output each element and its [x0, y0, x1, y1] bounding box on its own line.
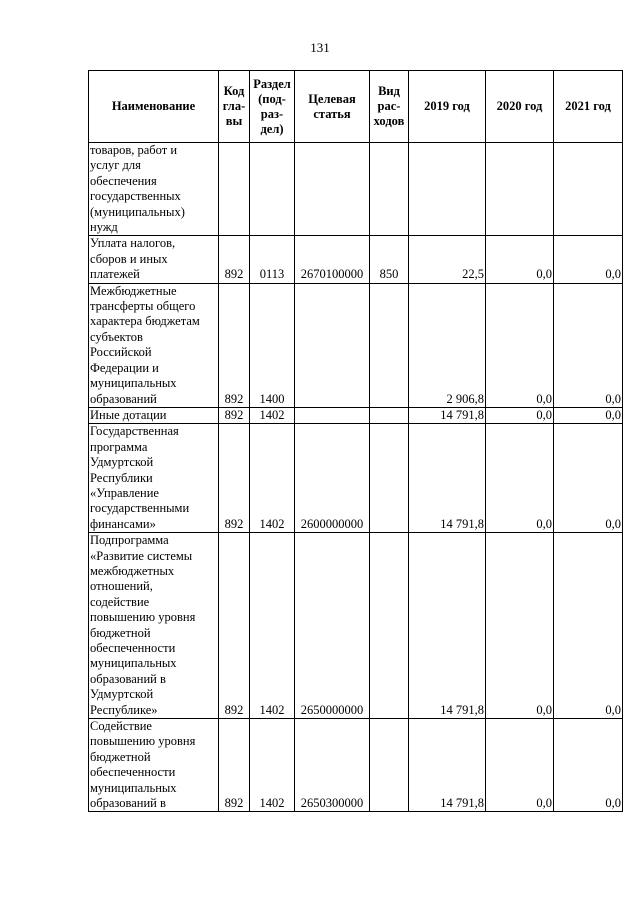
row-2020	[486, 143, 554, 236]
row-name-line: Удмуртской	[90, 455, 154, 470]
row-code: 892	[219, 424, 250, 533]
row-name-line: характера бюджетам	[90, 314, 200, 329]
row-section	[250, 143, 295, 236]
row-name-line: Федерации и	[90, 360, 159, 375]
row-name-line: обеспеченности	[90, 765, 176, 780]
row-name-line: Российской	[90, 345, 152, 360]
row-name-line: финансами»	[90, 516, 156, 531]
row-2019: 22,5	[409, 236, 486, 283]
table-body	[89, 143, 623, 812]
row-code: 892	[219, 533, 250, 719]
row-name-line: муниципальных	[90, 656, 177, 671]
row-name	[89, 407, 219, 423]
row-2021: 0,0	[554, 407, 623, 423]
row-2021	[554, 143, 623, 236]
row-target: 2650300000	[295, 719, 370, 812]
header-2021: 2021 год	[554, 71, 623, 143]
row-name-line: платежей	[90, 267, 140, 282]
row-section: 0113	[250, 236, 295, 283]
row-name-line: государственных	[90, 189, 181, 204]
row-2021: 0,0	[554, 719, 623, 812]
row-section: 1402	[250, 533, 295, 719]
row-name-line: образований в	[90, 796, 166, 811]
header-exp-type: Вид рас- ходов	[370, 71, 409, 143]
row-code: 892	[219, 719, 250, 812]
row-name	[89, 533, 219, 719]
row-exp-type	[370, 143, 409, 236]
row-section: 1402	[250, 424, 295, 533]
row-code: 892	[219, 283, 250, 407]
row-2019: 14 791,8	[409, 407, 486, 423]
row-code	[219, 143, 250, 236]
row-name-line: образований в	[90, 671, 166, 686]
row-target	[295, 283, 370, 407]
row-name-line: Государственная	[90, 424, 179, 439]
row-name-line: бюджетной	[90, 625, 151, 640]
row-target: 2600000000	[295, 424, 370, 533]
header-2019: 2019 год	[409, 71, 486, 143]
row-name-line: трансферты общего	[90, 299, 196, 314]
row-name-line: (муниципальных)	[90, 204, 185, 219]
header-name: Наименование	[89, 71, 219, 143]
row-name	[89, 236, 219, 283]
row-name-line: образований	[90, 391, 157, 406]
row-exp-type	[370, 719, 409, 812]
row-name-line: сборов и иных	[90, 251, 168, 266]
row-2021: 0,0	[554, 236, 623, 283]
row-2019	[409, 143, 486, 236]
row-name	[89, 424, 219, 533]
row-name-line: обеспеченности	[90, 641, 176, 655]
row-target	[295, 143, 370, 236]
table-row	[89, 143, 623, 236]
row-exp-type	[370, 407, 409, 423]
row-name	[89, 283, 219, 407]
row-2019: 14 791,8	[409, 719, 486, 812]
row-name-line: повышению уровня	[90, 610, 196, 625]
row-section: 1402	[250, 719, 295, 812]
row-2021: 0,0	[554, 533, 623, 719]
row-name-line: Иные дотации	[90, 407, 167, 422]
row-2020: 0,0	[486, 719, 554, 812]
page-number: 131	[310, 40, 330, 55]
row-name-line: обеспечения	[90, 173, 157, 188]
row-name-line: содействие	[90, 594, 150, 609]
table-row	[89, 533, 623, 719]
row-target: 2650000000	[295, 533, 370, 719]
row-section: 1402	[250, 407, 295, 423]
table-row	[89, 424, 623, 533]
table-row	[89, 283, 623, 407]
header-target: Целевая статья	[295, 71, 370, 143]
row-name-line: нужд	[90, 220, 118, 235]
row-exp-type	[370, 424, 409, 533]
row-2019: 14 791,8	[409, 424, 486, 533]
row-name-line: Удмуртской	[90, 687, 154, 702]
row-name-line: программа	[90, 439, 148, 454]
row-name-line: товаров, работ и	[90, 143, 178, 157]
row-name-line: Республики	[90, 470, 153, 485]
row-name-line: Республике»	[90, 702, 158, 717]
header-code: Код гла- вы	[219, 71, 250, 143]
row-2020: 0,0	[486, 533, 554, 719]
budget-table	[88, 70, 623, 812]
row-name-line: муниципальных	[90, 780, 177, 795]
header-section: Раздел (под- раз- дел)	[250, 71, 295, 143]
row-exp-type: 850	[370, 236, 409, 283]
row-name-line: Межбюджетные	[90, 283, 177, 298]
row-name-line: субъектов	[90, 329, 143, 344]
row-2019: 14 791,8	[409, 533, 486, 719]
row-exp-type	[370, 283, 409, 407]
header-2020: 2020 год	[486, 71, 554, 143]
row-2020: 0,0	[486, 407, 554, 423]
row-target: 2670100000	[295, 236, 370, 283]
row-exp-type	[370, 533, 409, 719]
row-name-line: муниципальных	[90, 376, 177, 391]
row-name-line: государственными	[90, 501, 190, 516]
row-2020: 0,0	[486, 424, 554, 533]
row-2021: 0,0	[554, 283, 623, 407]
row-name-line: межбюджетных	[90, 563, 175, 578]
row-section: 1400	[250, 283, 295, 407]
row-name	[89, 719, 219, 812]
table-row	[89, 407, 623, 423]
row-code: 892	[219, 407, 250, 423]
row-name-line: «Развитие системы	[90, 548, 193, 563]
row-name-line: Содействие	[90, 719, 152, 734]
table-row	[89, 719, 623, 812]
row-target	[295, 407, 370, 423]
row-code: 892	[219, 236, 250, 283]
row-name-line: «Управление	[90, 485, 159, 500]
row-name	[89, 143, 219, 236]
row-2021: 0,0	[554, 424, 623, 533]
row-2019: 2 906,8	[409, 283, 486, 407]
row-name-line: Уплата налогов,	[90, 236, 176, 251]
row-name-line: отношений,	[90, 579, 153, 594]
table-header	[89, 71, 623, 143]
row-name-line: повышению уровня	[90, 734, 196, 749]
row-name-line: Подпрограмма	[90, 533, 169, 548]
row-name-line: бюджетной	[90, 749, 151, 764]
row-name-line: услуг для	[90, 158, 141, 173]
table-row	[89, 236, 623, 283]
row-2020: 0,0	[486, 283, 554, 407]
row-2020: 0,0	[486, 236, 554, 283]
